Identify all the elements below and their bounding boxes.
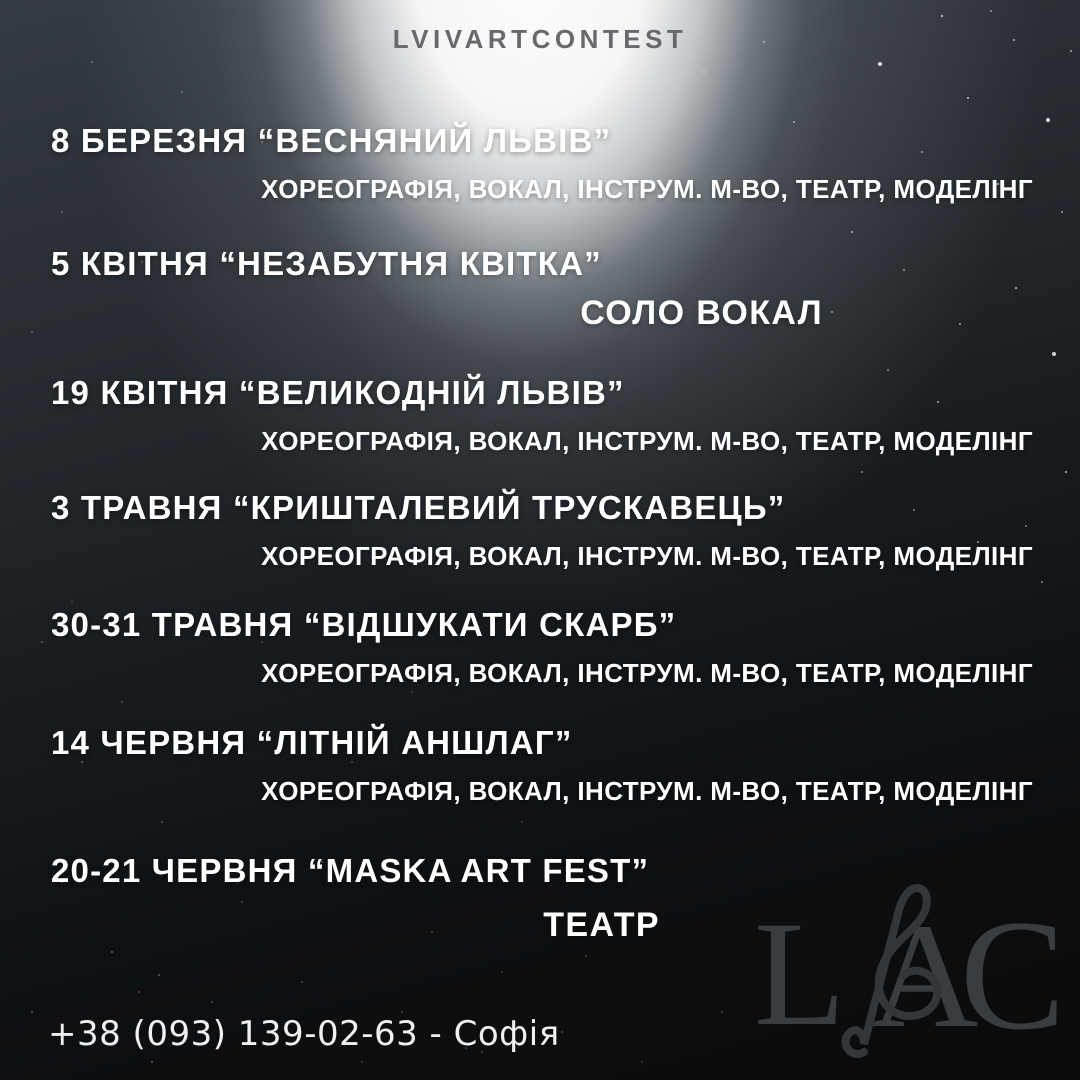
event-title: 30-31 ТРАВНЯ “ВІДШУКАТИ СКАРБ” bbox=[51, 606, 677, 643]
event-subtitle: ХОРЕОГРАФІЯ, ВОКАЛ, ІНСТРУМ. М-ВО, ТЕАТР, МОДЕЛІНГ bbox=[261, 541, 1033, 571]
event-row bbox=[51, 243, 1033, 332]
event-title: 19 КВІТНЯ “ВЕЛИКОДНІЙ ЛЬВІВ” bbox=[51, 374, 625, 411]
event-subtitle: ХОРЕОГРАФІЯ, ВОКАЛ, ІНСТРУМ. М-ВО, ТЕАТР, МОДЕЛІНГ bbox=[261, 174, 1033, 204]
event-subtitle: ХОРЕОГРАФІЯ, ВОКАЛ, ІНСТРУМ. М-ВО, ТЕАТР, МОДЕЛІНГ bbox=[261, 658, 1033, 688]
event-subtitle: СОЛО ВОКАЛ bbox=[580, 294, 823, 332]
event-title: 20-21 ЧЕРВНЯ “MASKA ART FEST” bbox=[51, 852, 650, 889]
event-title: 14 ЧЕРВНЯ “ЛІТНІЙ АНШЛАГ” bbox=[51, 724, 573, 761]
event-title: 8 БЕРЕЗНЯ “ВЕСНЯНИЙ ЛЬВІВ” bbox=[51, 122, 612, 159]
logo-letter-a: A bbox=[870, 893, 979, 1059]
logo-lac bbox=[752, 874, 1080, 1070]
event-subtitle: ТЕАТР bbox=[543, 906, 660, 944]
brand-title: LVIVARTCONTEST bbox=[392, 24, 688, 54]
logo-letter-l: L bbox=[754, 891, 846, 1057]
event-subtitle: ХОРЕОГРАФІЯ, ВОКАЛ, ІНСТРУМ. М-ВО, ТЕАТР, МОДЕЛІНГ bbox=[261, 776, 1033, 806]
event-subtitle: ХОРЕОГРАФІЯ, ВОКАЛ, ІНСТРУМ. М-ВО, ТЕАТР, МОДЕЛІНГ bbox=[261, 426, 1033, 456]
event-row bbox=[51, 722, 1033, 806]
event-title: 3 ТРАВНЯ “КРИШТАЛЕВИЙ ТРУСКАВЕЦЬ” bbox=[51, 489, 786, 526]
logo-letter-c: C bbox=[960, 888, 1066, 1063]
event-title: 5 КВІТНЯ “НЕЗАБУТНЯ КВІТКА” bbox=[51, 245, 602, 282]
event-row bbox=[51, 604, 1033, 688]
event-row bbox=[51, 372, 1033, 456]
event-row bbox=[51, 487, 1033, 571]
starfield-warm bbox=[0, 0, 2, 2]
contact-phone: +38 (093) 139-02-63 - Софія bbox=[48, 1014, 560, 1054]
event-row bbox=[51, 120, 1033, 204]
